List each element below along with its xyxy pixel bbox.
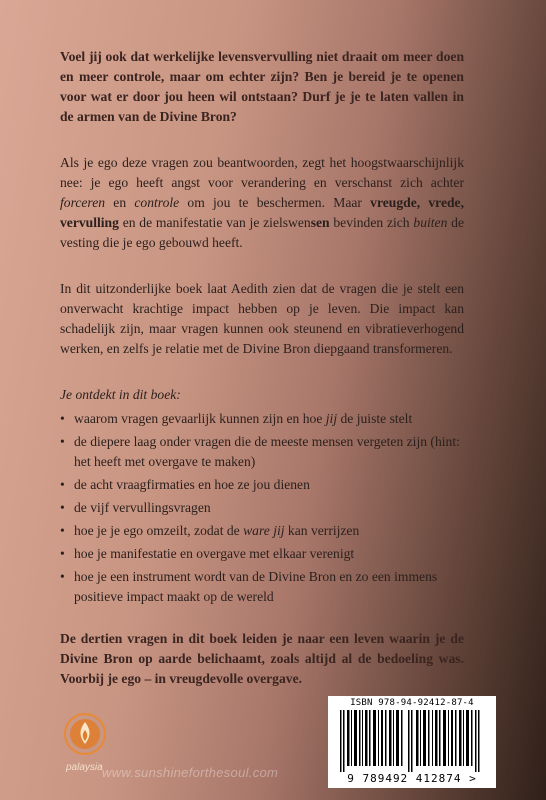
publisher-name: palaysia bbox=[66, 762, 103, 773]
isbn-barcode bbox=[328, 696, 496, 788]
list-item: • hoe je manifestatie en overgave met elkaar verenigt bbox=[60, 544, 464, 564]
emphasis-jij: jij bbox=[325, 411, 338, 426]
closing-paragraph: De dertien vragen in dit boek leiden je naar een leven waarin je de Divine Bron op aarde belichaamt, zoals altijd al de bedoeling was. Voorbij je ego – in vreugdevolle overgave. bbox=[60, 631, 464, 686]
emphasis-forceren: forceren bbox=[60, 195, 106, 210]
emphasis-sen: sen bbox=[310, 215, 330, 230]
emphasis-vvv: vreugde, vrede, vervulling bbox=[60, 195, 464, 230]
text-run: de juiste stelt bbox=[337, 411, 413, 426]
ego-paragraph bbox=[60, 153, 464, 253]
list-intro: Je ontdekt in dit boek: bbox=[60, 387, 181, 402]
text-run: bevinden zich bbox=[329, 215, 414, 230]
emphasis-controle: controle bbox=[134, 195, 180, 210]
publisher-url[interactable]: www.sunshineforthesoul.com bbox=[102, 765, 279, 780]
text-run: de vesting die je ego gebouwd heeft. bbox=[60, 215, 464, 250]
isbn-label: ISBN 978-94-92412-87-4 bbox=[350, 698, 474, 708]
emphasis-ware-jij: ware jij bbox=[243, 523, 285, 538]
isbn-number: 9 789492 412874 > bbox=[347, 772, 477, 785]
emphasis-buiten: buiten bbox=[413, 215, 448, 230]
text-run: om jou te beschermen. Maar bbox=[179, 195, 371, 210]
text-run: en bbox=[105, 195, 135, 210]
impact-paragraph: In dit uitzonderlijke boek laat Aedith zien dat de vragen die je stelt een onverwacht krachtige impact hebben op je leven. Die impact kan schadelijk zijn, maar vragen kunnen ook steunend en vibratieverhogend werken, en zelfs je relatie met de Divine Bron diepgaand transformeren. bbox=[60, 281, 464, 356]
list-item bbox=[60, 521, 464, 541]
text-run: en de manifestatie van je zielswen bbox=[118, 215, 311, 230]
list-item: • hoe je een instrument wordt van de Divine Bron en zo een immens positieve impact maakt op de wereld bbox=[60, 567, 464, 607]
text-run: waarom vragen gevaarlijk kunnen zijn en hoe bbox=[74, 411, 326, 426]
text-run: kan verrijzen bbox=[284, 523, 360, 538]
list-item bbox=[60, 409, 464, 429]
text-run: hoe je je ego omzeilt, zodat de bbox=[74, 523, 244, 538]
intro-paragraph: Voel jij ook dat werkelijke levensvervulling niet draait om meer doen en meer controle, maar om echter zijn? Ben je bereid je te openen voor wat er door jou heen wil ontstaan? Durf je je te laten vallen in de armen van de Divine Bron? bbox=[60, 49, 464, 124]
list-item: • de diepere laag onder vragen die de meeste mensen vergeten zijn (hint: het heeft met overgave te maken) bbox=[60, 432, 464, 472]
list-item: • de acht vraagfirmaties en hoe ze jou dienen bbox=[60, 475, 464, 495]
list-item: • de vijf vervullingsvragen bbox=[60, 498, 464, 518]
text-run: Als je ego deze vragen zou beantwoorden, zegt het hoogstwaarschijnlijk nee: je ego heeft angst voor verandering en verschanst zich achter bbox=[60, 155, 464, 190]
benefits-list bbox=[60, 409, 464, 610]
barcode bbox=[338, 710, 486, 772]
